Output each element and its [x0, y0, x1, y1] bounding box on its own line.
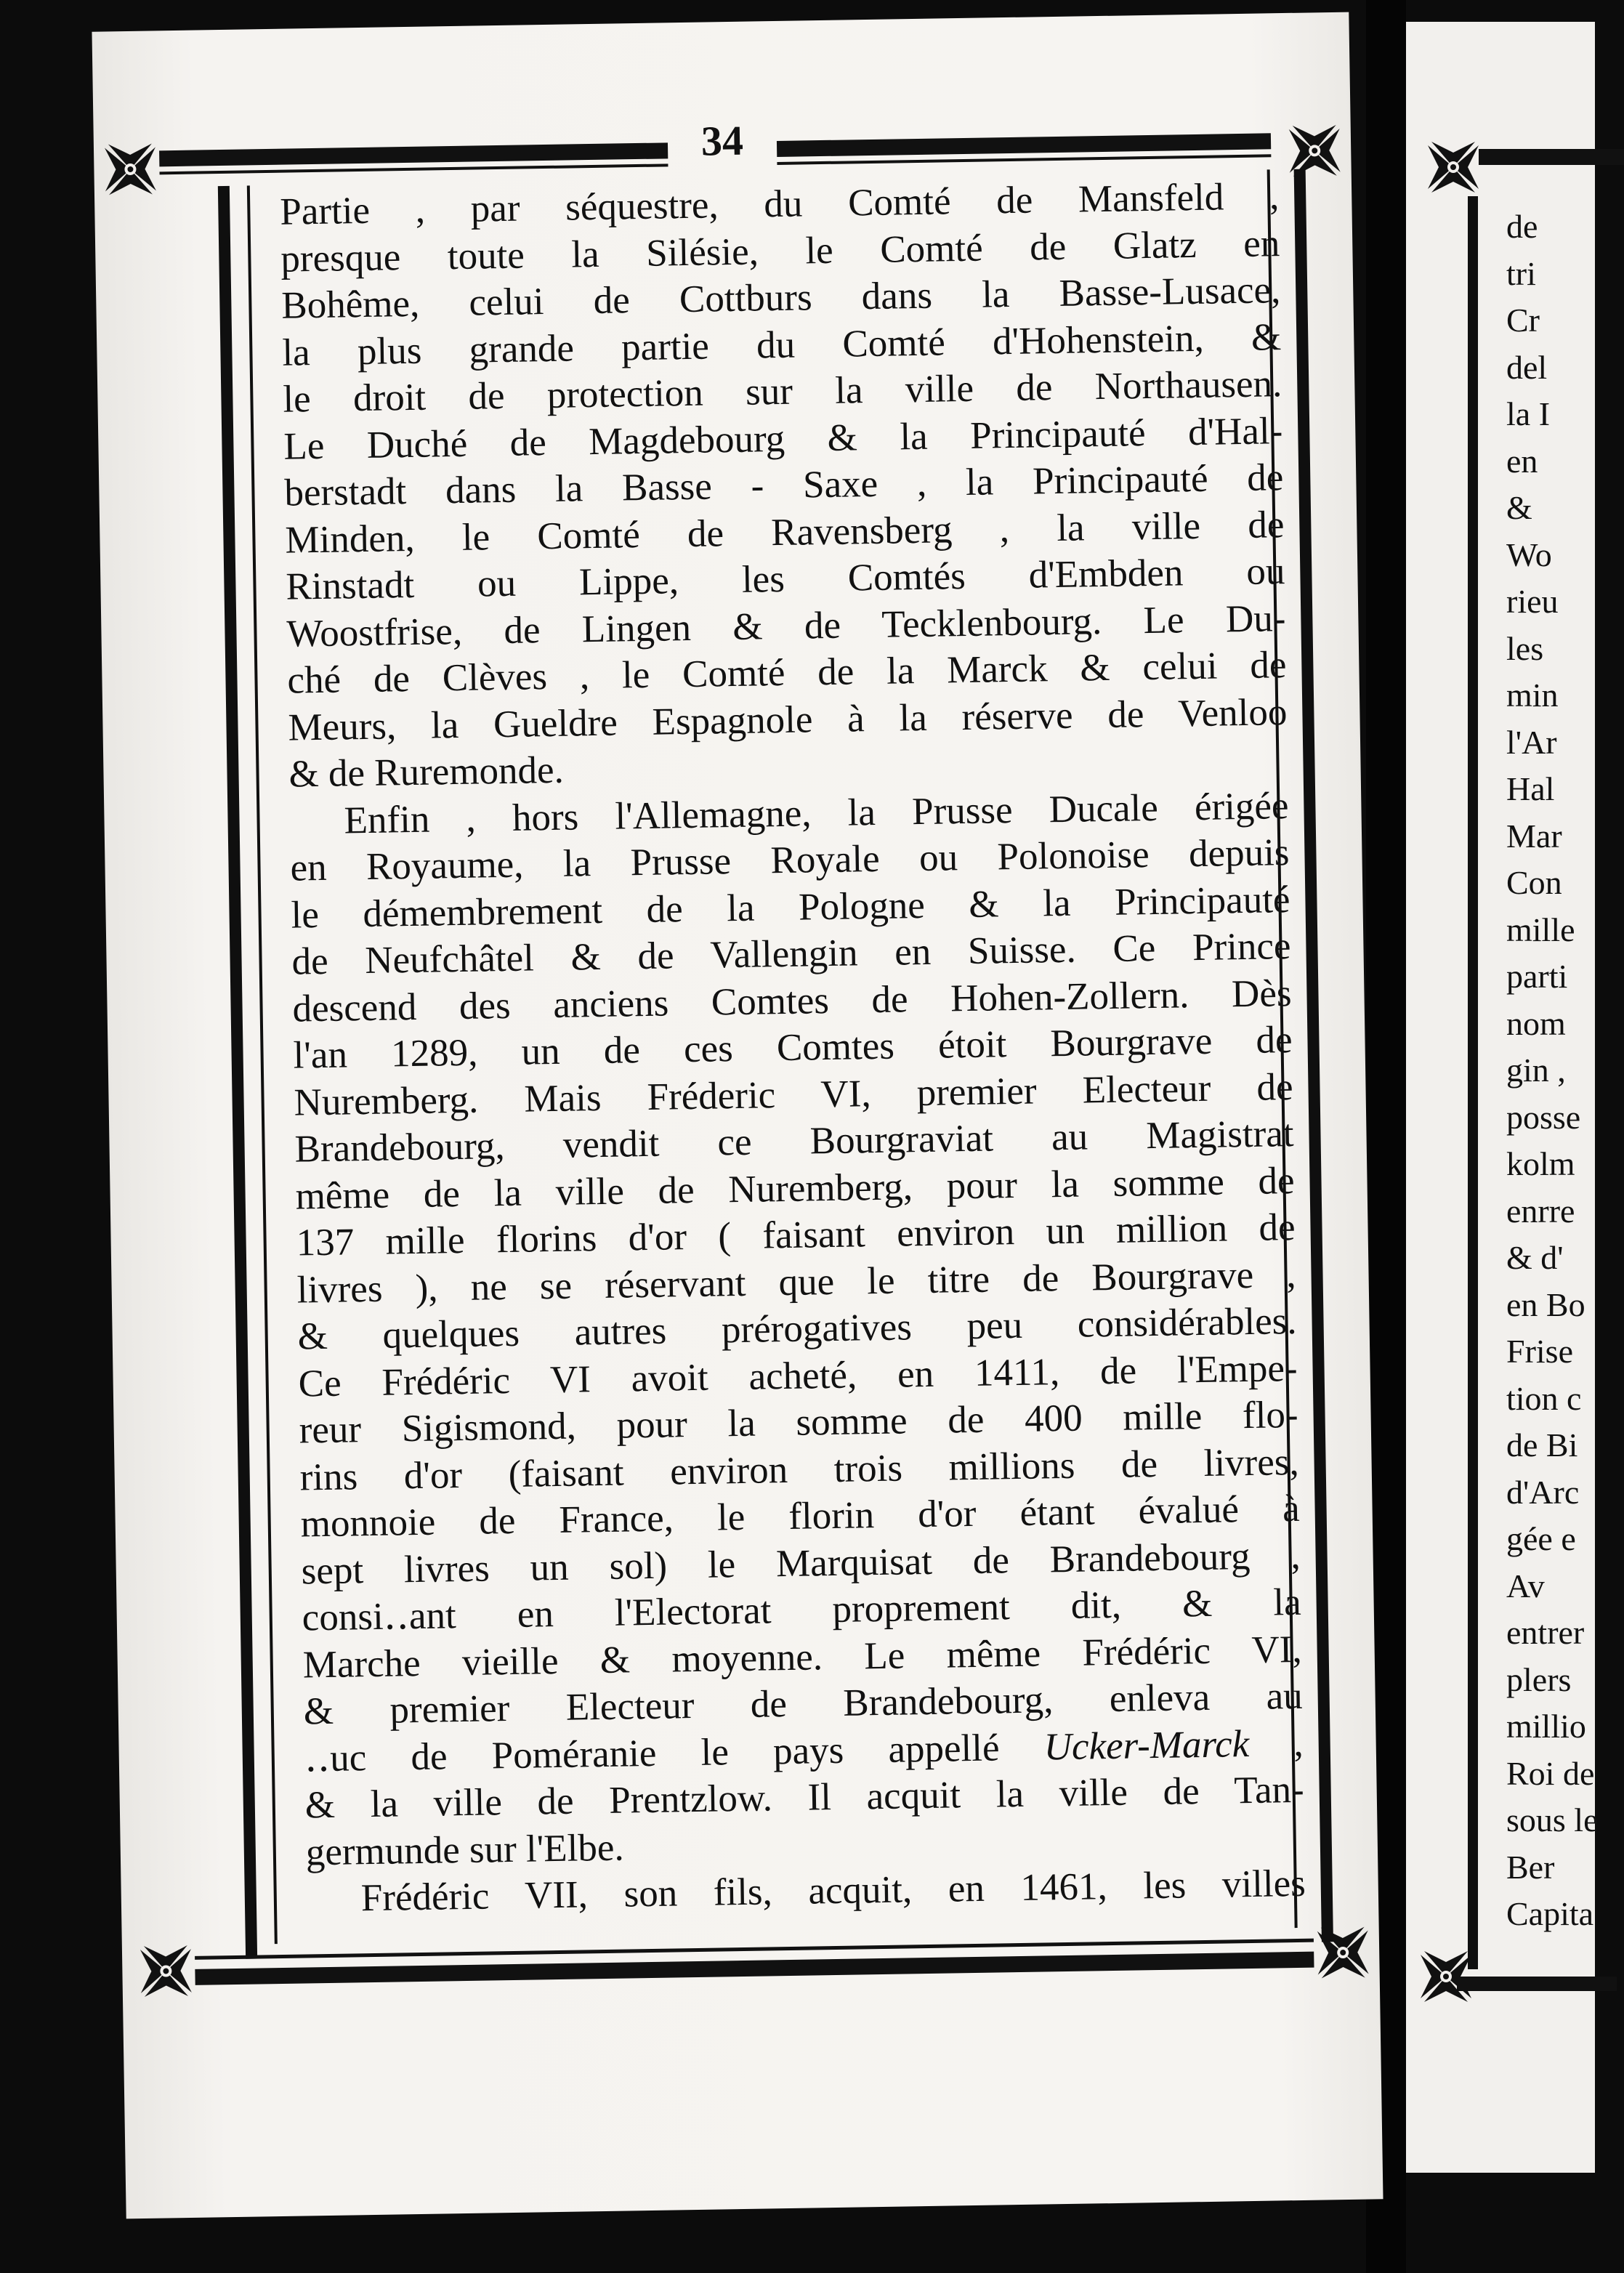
text-line: ché de Clèves , le Comté de la Marck & celui de [287, 644, 1287, 702]
text-line: monnoie de France, le florin d'or étant évalué à [300, 1487, 1301, 1546]
text-line: entrer [1506, 1614, 1585, 1651]
text-line: 137 mille florins d'or ( faisant environ un million de [296, 1206, 1296, 1264]
text-line: descend des anciens Comtes de Hohen-Zollern. Dès [292, 972, 1292, 1030]
italic-suffix: , [1248, 1721, 1304, 1765]
text-line: plers [1506, 1660, 1572, 1698]
bottom-left-ornament-icon [137, 1942, 195, 2001]
text-line: & la ville de Prentzlow. Il acquit la ville de Tan- [304, 1768, 1305, 1827]
text-line: Ce Frédéric VI avoit acheté, en 1411, de l'Empe- [298, 1347, 1298, 1405]
text-line: de [1506, 208, 1538, 245]
text-line: & quelques autres prérogatives peu considérables. [297, 1299, 1297, 1358]
text-line: Rinstadt ou Lippe, les Comtés d'Embden ou [286, 550, 1285, 608]
text-line: Meurs, la Gueldre Espagnole à la réserve de Venloo [288, 690, 1288, 749]
text-line: tri [1506, 254, 1536, 292]
text-line: les [1506, 629, 1544, 667]
text-line: livres ), ne se réservant que le titre de Bourgrave , [296, 1253, 1296, 1312]
right-page-fragment [1406, 22, 1599, 2173]
text-line: & de Ruremonde. [288, 748, 565, 796]
text-line: Marche vieille & moyenne. Le même Frédéric VI, [302, 1628, 1303, 1686]
text-line: le démembrement de la Pologne & la Principauté [291, 878, 1290, 937]
text-line: Brandebourg, vendit ce Bourgraviat au Magistrat [294, 1112, 1294, 1171]
text-line: nom [1506, 1004, 1566, 1042]
text-line: l'an 1289, un de ces Comtes étoit Bourgrave de [293, 1018, 1293, 1077]
text-line: posse [1506, 1098, 1581, 1136]
text-line: même de la ville de Nuremberg, pour la somme de [295, 1159, 1295, 1218]
right-footer-rule [1457, 1977, 1617, 1991]
text-line: & d' [1506, 1239, 1564, 1276]
text-line: enrre [1506, 1192, 1575, 1230]
text-line: Le Duché de Magdebourg & la Principauté d'Hal- [283, 409, 1283, 468]
text-line: Wo [1506, 536, 1552, 573]
text-line: le droit de protection sur la ville de Northausen. [282, 363, 1282, 421]
text-line: min [1506, 677, 1559, 714]
text-line: en [1506, 442, 1538, 480]
text-line: la plus grande partie du Comté d'Hohenstein, & [281, 315, 1282, 374]
text-line: del [1506, 348, 1548, 386]
text-line: tion c [1506, 1379, 1582, 1417]
text-line: Minden, le Comté de Ravensberg , la ville de [285, 503, 1285, 562]
text-line: la I [1506, 395, 1551, 432]
text-line: gée e [1506, 1520, 1576, 1557]
text-line: germunde sur l'Elbe. [305, 1826, 625, 1873]
text-line: en Royaume, la Prusse Royale ou Polonoise depuis [290, 831, 1290, 889]
text-line: Hal [1506, 770, 1555, 807]
text-line: rieu [1506, 583, 1559, 620]
text-line: kolm [1506, 1145, 1575, 1182]
text-line: de Bi [1506, 1426, 1578, 1463]
right-header-rule [1479, 149, 1624, 165]
text-line: millio [1506, 1708, 1586, 1745]
text-line: Woostfrise, de Lingen & de Tecklenbourg. Le Du- [286, 597, 1286, 655]
text-line: gin , [1506, 1051, 1566, 1089]
text-line: en Bo [1506, 1285, 1585, 1323]
text-line: & [1506, 489, 1532, 526]
text-line: Bohême, celui de Cottburs dans la Basse-Lusace, [280, 269, 1281, 327]
text-line: Capita [1506, 1895, 1594, 1932]
italic-place-name: Ucker-Marck [1043, 1722, 1250, 1768]
text-line: l'Ar [1506, 723, 1557, 761]
text-line: mille [1506, 911, 1575, 948]
text-line: Frédéric VII, son fils, acquit, en 1461, les villes [360, 1862, 1306, 1920]
text-line: de Neufchâtel & de Vallengin en Suisse. Ce Prince [291, 925, 1291, 983]
text-line: Frise [1506, 1333, 1573, 1370]
text-line: d'Arc [1506, 1473, 1580, 1511]
text-line: rins d'or (faisant environ trois millions de livres, [299, 1440, 1300, 1499]
text-line: ‥uc de Poméranie le pays appellé [304, 1726, 1000, 1780]
right-top-ornament-icon [1424, 138, 1482, 196]
text-line: sept livres un sol) le Marquisat de Brandebourg , [301, 1534, 1301, 1593]
text-line: Nuremberg. Mais Fréderic VI, premier Electeur de [294, 1065, 1293, 1124]
text-line: Con [1506, 864, 1562, 901]
text-line: & premier Electeur de Brandebourg, enleva au [303, 1674, 1304, 1733]
text-line: reur Sigismond, pour la somme de 400 mille flo- [299, 1393, 1299, 1452]
text-line: presque toute la Silésie, le Comté de Glatz en [280, 222, 1280, 280]
text-line: Partie , par séquestre, du Comté de Mansfeld , [279, 175, 1280, 233]
text-line: Cr [1506, 302, 1540, 339]
text-line: Mar [1506, 817, 1562, 855]
page-body-text [280, 173, 1306, 1923]
text-line: sous le [1506, 1801, 1599, 1838]
text-line: consi‥ant en l'Electorat proprement dit, & la [302, 1580, 1302, 1639]
text-line: parti [1506, 958, 1568, 995]
text-line: Enfin , hors l'Allemagne, la Prusse Ducale érigée [344, 784, 1289, 841]
text-line: berstadt dans la Basse - Saxe , la Principauté de [284, 456, 1284, 514]
page-number: 34 [700, 116, 744, 165]
text-line: Ber [1506, 1848, 1555, 1886]
top-left-ornament-icon [101, 140, 160, 198]
text-line: Av [1506, 1567, 1545, 1604]
right-page-text [1506, 203, 1601, 1938]
left-page [92, 12, 1383, 2219]
text-line: Roi de [1506, 1754, 1595, 1792]
